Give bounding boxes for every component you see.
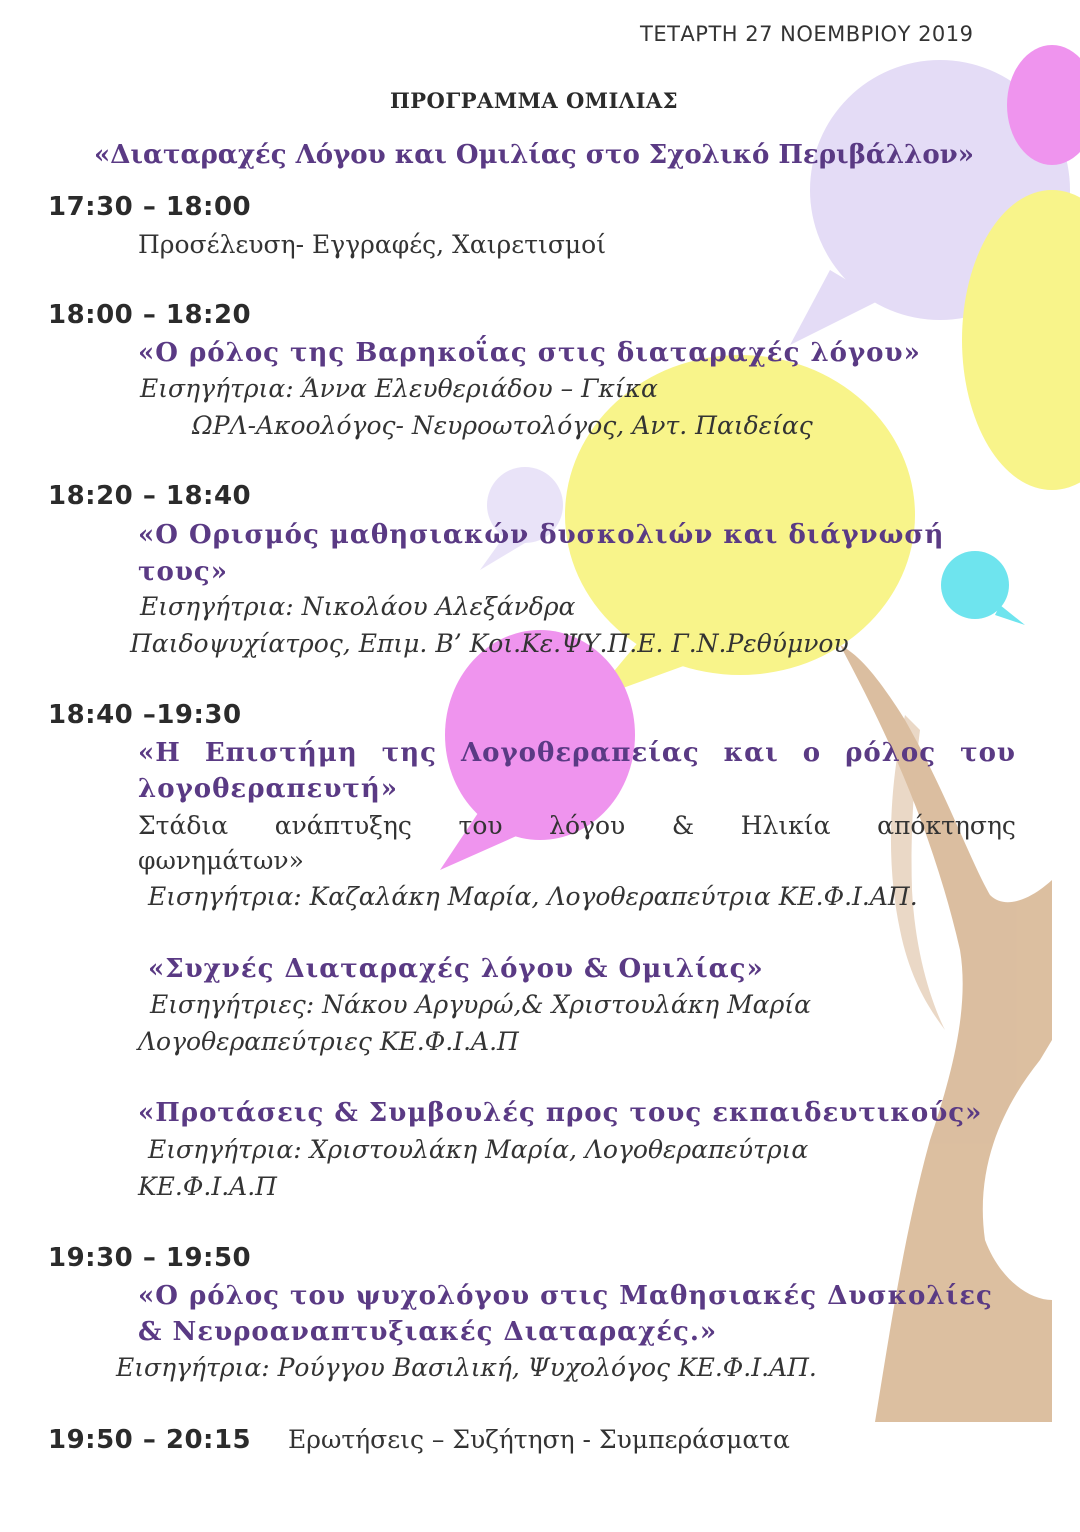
session-5-speaker: Εισηγήτρια: Ρούγγου Βασιλική, Ψυχολόγος ΚΕ.Φ.Ι.ΑΠ. [116,1353,817,1382]
session-2-time: 18:00 – 18:20 [48,300,252,330]
title-word: του [960,738,1016,768]
session-3-title-line2: τους» [138,557,228,587]
session-4-title-2: «Συχνές Διαταραχές λόγου & Ομιλίας» [148,954,764,984]
subtitle-word: Ηλικία [740,811,831,840]
session-3-time: 18:20 – 18:40 [48,481,252,511]
session-4-title-3: «Προτάσεις & Συμβουλές προς τους εκπαιδευτικούς» [138,1098,983,1128]
session-3-role: Παιδοψυχίατρος, Επιμ. Β’ Κοι.Κε.ΨΥ.Π.Ε. Γ.Ν.Ρεθύμνου [130,629,849,658]
subtitle-word: απόκτησης [877,811,1016,840]
session-4-role-3: ΚΕ.Φ.Ι.Α.Π [138,1172,277,1201]
session-6-text: Ερωτήσεις – Συζήτηση - Συμπεράσματα [288,1425,790,1454]
session-5-title-line1: «Ο ρόλος του ψυχολόγου στις Μαθησιακές Δυσκολίες [138,1281,993,1311]
session-4-role-2: Λογοθεραπεύτριες ΚΕ.Φ.Ι.Α.Π [138,1027,519,1056]
subtitle-word: ανάπτυξης [274,811,412,840]
session-2-speaker: Εισηγήτρια: Άννα Ελευθεριάδου – Γκίκα [140,374,658,403]
title-word: και [723,738,779,768]
session-4-subtitle-line1 [138,811,1016,840]
title-word: ρόλος [845,738,937,768]
title-word: Λογοθεραπείας [460,738,700,768]
session-4-speaker-1: Εισηγήτρια: Καζαλάκη Μαρία, Λογοθεραπεύτρια ΚΕ.Φ.Ι.ΑΠ. [148,882,918,911]
session-4-title-1-line1 [138,738,1016,768]
session-3-speaker: Εισηγήτρια: Νικολάου Αλεξάνδρα [140,592,576,621]
program-title: ΠΡΟΓΡΑΜΜΑ ΟΜΙΛΙΑΣ [389,88,679,113]
session-1-time: 17:30 – 18:00 [48,192,252,222]
session-3-title-line1: «Ο Ορισμός μαθησιακών δυσκολιών και διάγνωσή [138,520,945,550]
session-4-speaker-2: Εισηγήτριες: Νάκου Αργυρώ,& Χριστουλάκη Μαρία [150,990,811,1019]
title-word: της [381,738,437,768]
cyan-bubble [941,551,1025,625]
subtitle-word: & [671,811,695,840]
session-4-subtitle-line2: φωνημάτων» [138,846,304,875]
session-5-time: 19:30 – 19:50 [48,1243,252,1273]
session-1-text: Προσέλευση- Εγγραφές, Χαιρετισμοί [138,230,606,259]
title-word: «Η [138,738,181,768]
event-subtitle: «Διαταραχές Λόγου και Ομιλίας στο Σχολικό Περιβάλλον» [94,140,974,170]
session-4-speaker-3: Εισηγήτρια: Χριστουλάκη Μαρία, Λογοθεραπεύτρια [148,1135,809,1164]
title-word: ο [802,738,822,768]
session-5-title-line2: & Νευροαναπτυξιακές Διαταραχές.» [138,1317,718,1347]
yellow-bubble [565,190,1080,700]
title-word: Επιστήμη [204,738,358,768]
session-6-time: 19:50 – 20:15 [48,1425,252,1455]
event-date: ΤΕΤΑΡΤΗ 27 ΝΟΕΜΒΡΙΟΥ 2019 [640,22,974,46]
session-4-title-1-line2: λογοθεραπευτή» [138,774,399,804]
subtitle-word: του [458,811,503,840]
session-4-time: 18:40 –19:30 [48,700,242,730]
subtitle-word: Στάδια [138,811,229,840]
subtitle-word: λόγου [549,811,626,840]
session-2-title: «Ο ρόλος της Βαρηκοΐας στις διαταραχές λόγου» [138,338,921,368]
session-2-role: ΩΡΛ-Ακοολόγος- Νευροωτολόγος, Αντ. Παιδείας [192,411,813,440]
